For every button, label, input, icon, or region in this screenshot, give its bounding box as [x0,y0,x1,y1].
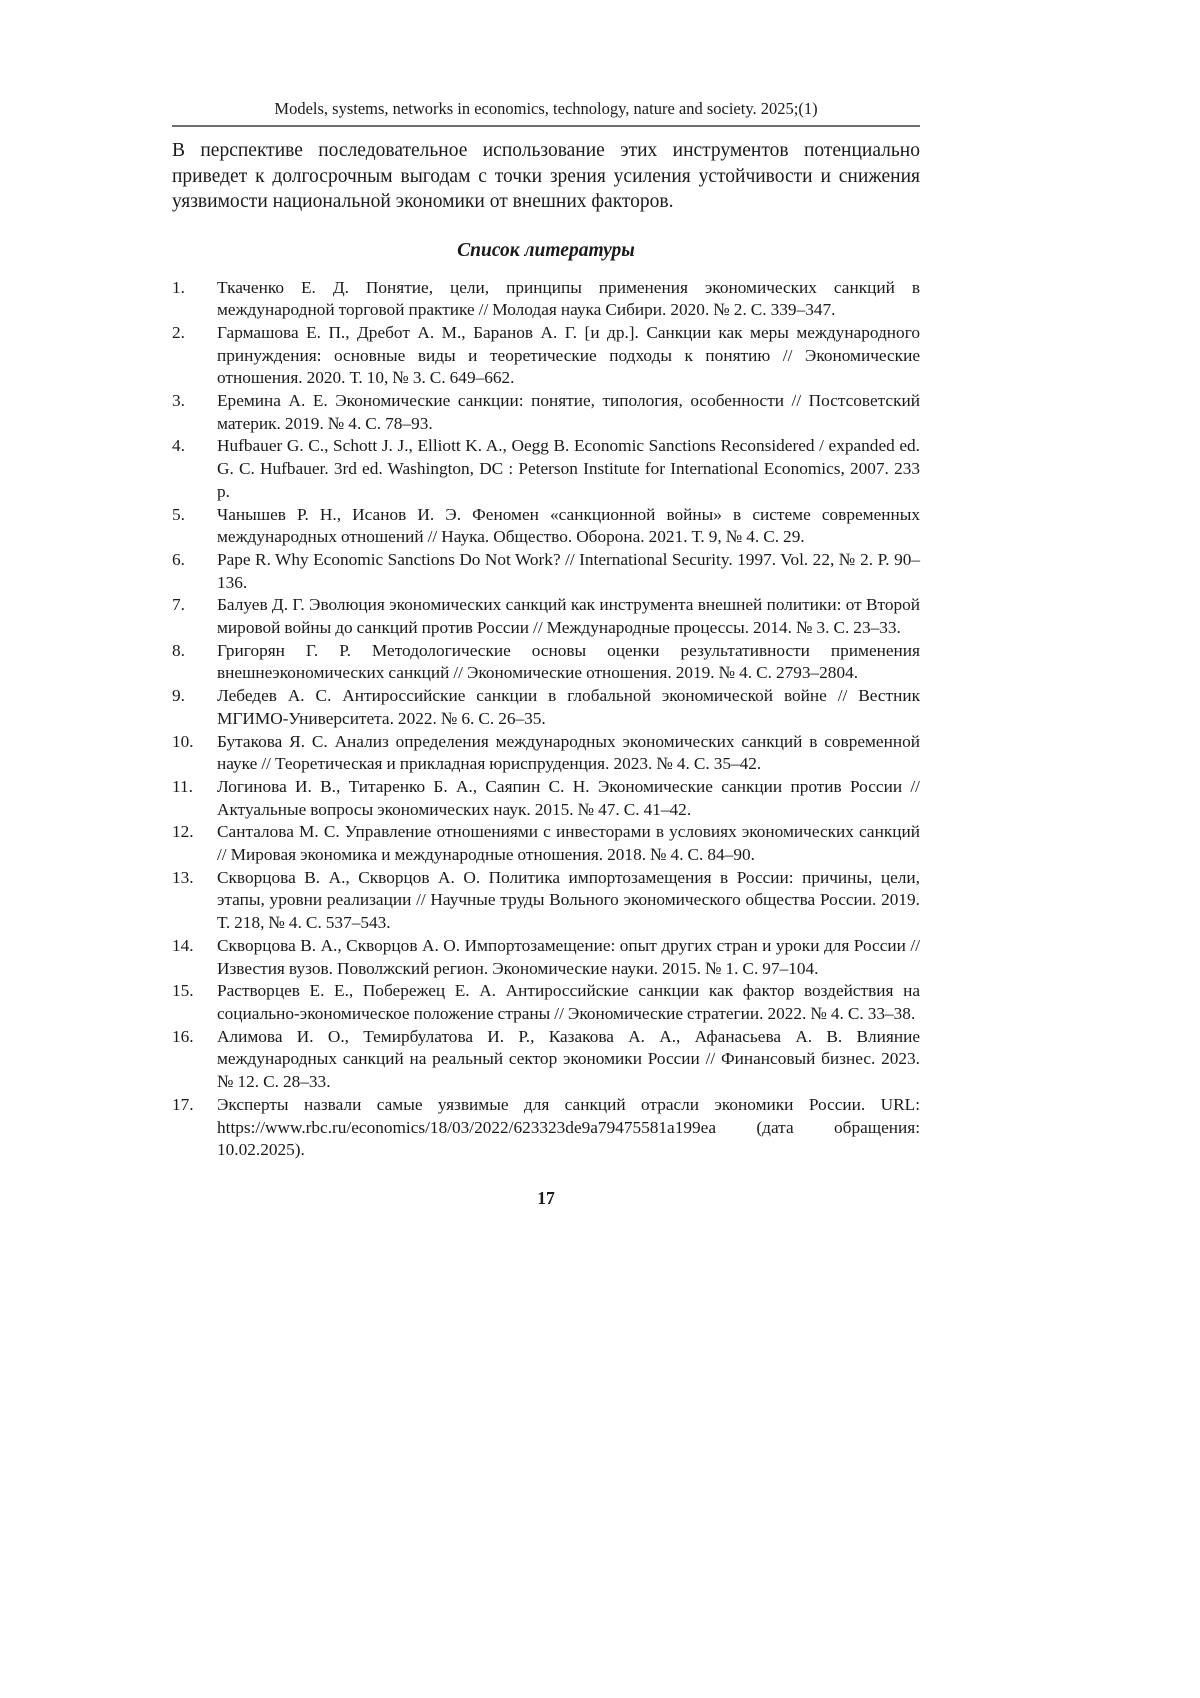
reference-item [172,435,920,503]
reference-number: 10. [172,731,194,751]
reference-item [172,1094,920,1162]
reference-text: Растворцев Е. Е., Побережец Е. А. Антироссийские санкции как фактор воздействия на социально-экономическое положение страны // Экономические стратегии. 2022. № 4. С. 33–38. [217,981,920,1023]
reference-text: Скворцова В. А., Скворцов А. О. Политика импортозамещения в России: причины, цели, этапы, уровни реализации // Научные труды Вольного экономического общества России. 2019. Т. 218, № 4. С. 537–543. [217,867,920,933]
reference-item [172,277,920,322]
reference-number: 13. [172,867,194,887]
reference-text: Ткаченко Е. Д. Понятие, цели, принципы применения экономических санкций в международной торговой практике // Молодая наука Сибири. 2020. № 2. С. 339–347. [217,277,920,320]
reference-item [172,776,920,821]
reference-item [172,549,920,594]
reference-number: 14. [172,935,194,955]
reference-text: Лебедев А. С. Антироссийские санкции в глобальной экономической войне // Вестник МГИМО-Университета. 2022. № 6. С. 26–35. [217,686,920,728]
reference-number: 2. [172,322,185,342]
reference-text: Балуев Д. Г. Эволюция экономических санкций как инструмента внешней политики: от Второй мировой войны до санкций против России // Международные процессы. 2014. № 3. С. 23–33. [217,595,920,638]
reference-item [172,322,920,390]
reference-number: 7. [172,595,185,615]
reference-text: Скворцова В. А., Скворцов А. О. Импортозамещение: опыт других стран и уроки для России // Известия вузов. Поволжский регион. Экономические науки. 2015. № 1. С. 97–104. [217,935,920,978]
reference-number: 15. [172,981,194,1001]
reference-item [172,821,920,866]
page-number: 17 [537,1187,555,1208]
journal-page [172,98,920,1209]
reference-text: Чанышев Р. Н., Исанов И. Э. Феномен «санкционной войны» в системе современных международных отношений // Наука. Общество. Оборона. 2021. Т. 9, № 4. С. 29. [217,504,920,547]
reference-text: Еремина А. Е. Экономические санкции: понятие, типология, особенности // Постсоветский материк. 2019. № 4. С. 78–93. [217,391,920,433]
reference-item [172,594,920,639]
reference-text: Эксперты назвали самые уязвимые для санкций отрасли экономики России. URL: https://www.rbc.ru/economics/18/03/2022/623323de9a79475581a199ea (дата обращения: 10.02.2025). [217,1094,920,1160]
reference-number: 8. [172,640,185,660]
references-heading: Список литературы [457,239,635,261]
reference-number: 4. [172,436,185,456]
reference-item [172,1026,920,1094]
reference-text: Hufbauer G. C., Schott J. J., Elliott K. A., Oegg B. Economic Sanctions Reconsidered / expanded ed. G. C. Hufbauer. 3rd ed. Washington, DC : Peterson Institute for International Economics, 2007. 233 p. [217,436,920,501]
reference-number: 12. [172,822,194,842]
intro-paragraph: В перспективе последовательное использование этих инструментов потенциально приведет к долгосрочным выгодам с точки зрения усиления устойчивости и снижения уязвимости национальной экономики от внешних факторов. [172,140,920,212]
reference-text: Pape R. Why Economic Sanctions Do Not Work? // International Security. 1997. Vol. 22, № 2. P. 90–136. [217,549,920,592]
reference-number: 16. [172,1026,194,1046]
reference-text: Бутакова Я. С. Анализ определения международных экономических санкций в современной науке // Теоретическая и прикладная юриспруденция. 2023. № 4. С. 35–42. [217,731,920,774]
reference-number: 3. [172,391,185,411]
reference-number: 6. [172,549,185,569]
reference-item [172,390,920,435]
reference-item [172,640,920,685]
reference-item [172,980,920,1025]
reference-text: Гармашова Е. П., Дребот А. М., Баранов А. Г. [и др.]. Санкции как меры международного принуждения: основные виды и теоретические подходы к понятию // Экономические отношения. 2020. Т. 10, № 3. С. 649–662. [217,322,920,388]
reference-number: 11. [172,776,193,796]
reference-text: Григорян Г. Р. Методологические основы оценки результативности применения внешнеэкономических санкций // Экономические отношения. 2019. № 4. С. 2793–2804. [217,640,920,683]
reference-item [172,685,920,730]
reference-item [172,731,920,776]
reference-item [172,935,920,980]
reference-text: Санталова М. С. Управление отношениями с инвесторами в условиях экономических санкций // Мировая экономика и международные отношения. 2018. № 4. С. 84–90. [217,822,920,865]
reference-number: 1. [172,277,185,297]
reference-text: Алимова И. О., Темирбулатова И. Р., Казакова А. А., Афанасьева А. В. Влияние международных санкций на реальный сектор экономики России // Финансовый бизнес. 2023. № 12. С. 28–33. [217,1026,920,1092]
reference-item [172,867,920,935]
reference-item [172,504,920,549]
running-header: Models, systems, networks in economics, technology, nature and society. 2025;(1) [172,98,920,127]
reference-text: Логинова И. В., Титаренко Б. А., Саяпин С. Н. Экономические санкции против России // Актуальные вопросы экономических наук. 2015. № 47. С. 41–42. [217,776,920,819]
reference-number: 5. [172,504,185,524]
references-list [172,277,920,1162]
reference-number: 9. [172,686,185,706]
reference-number: 17. [172,1094,194,1114]
